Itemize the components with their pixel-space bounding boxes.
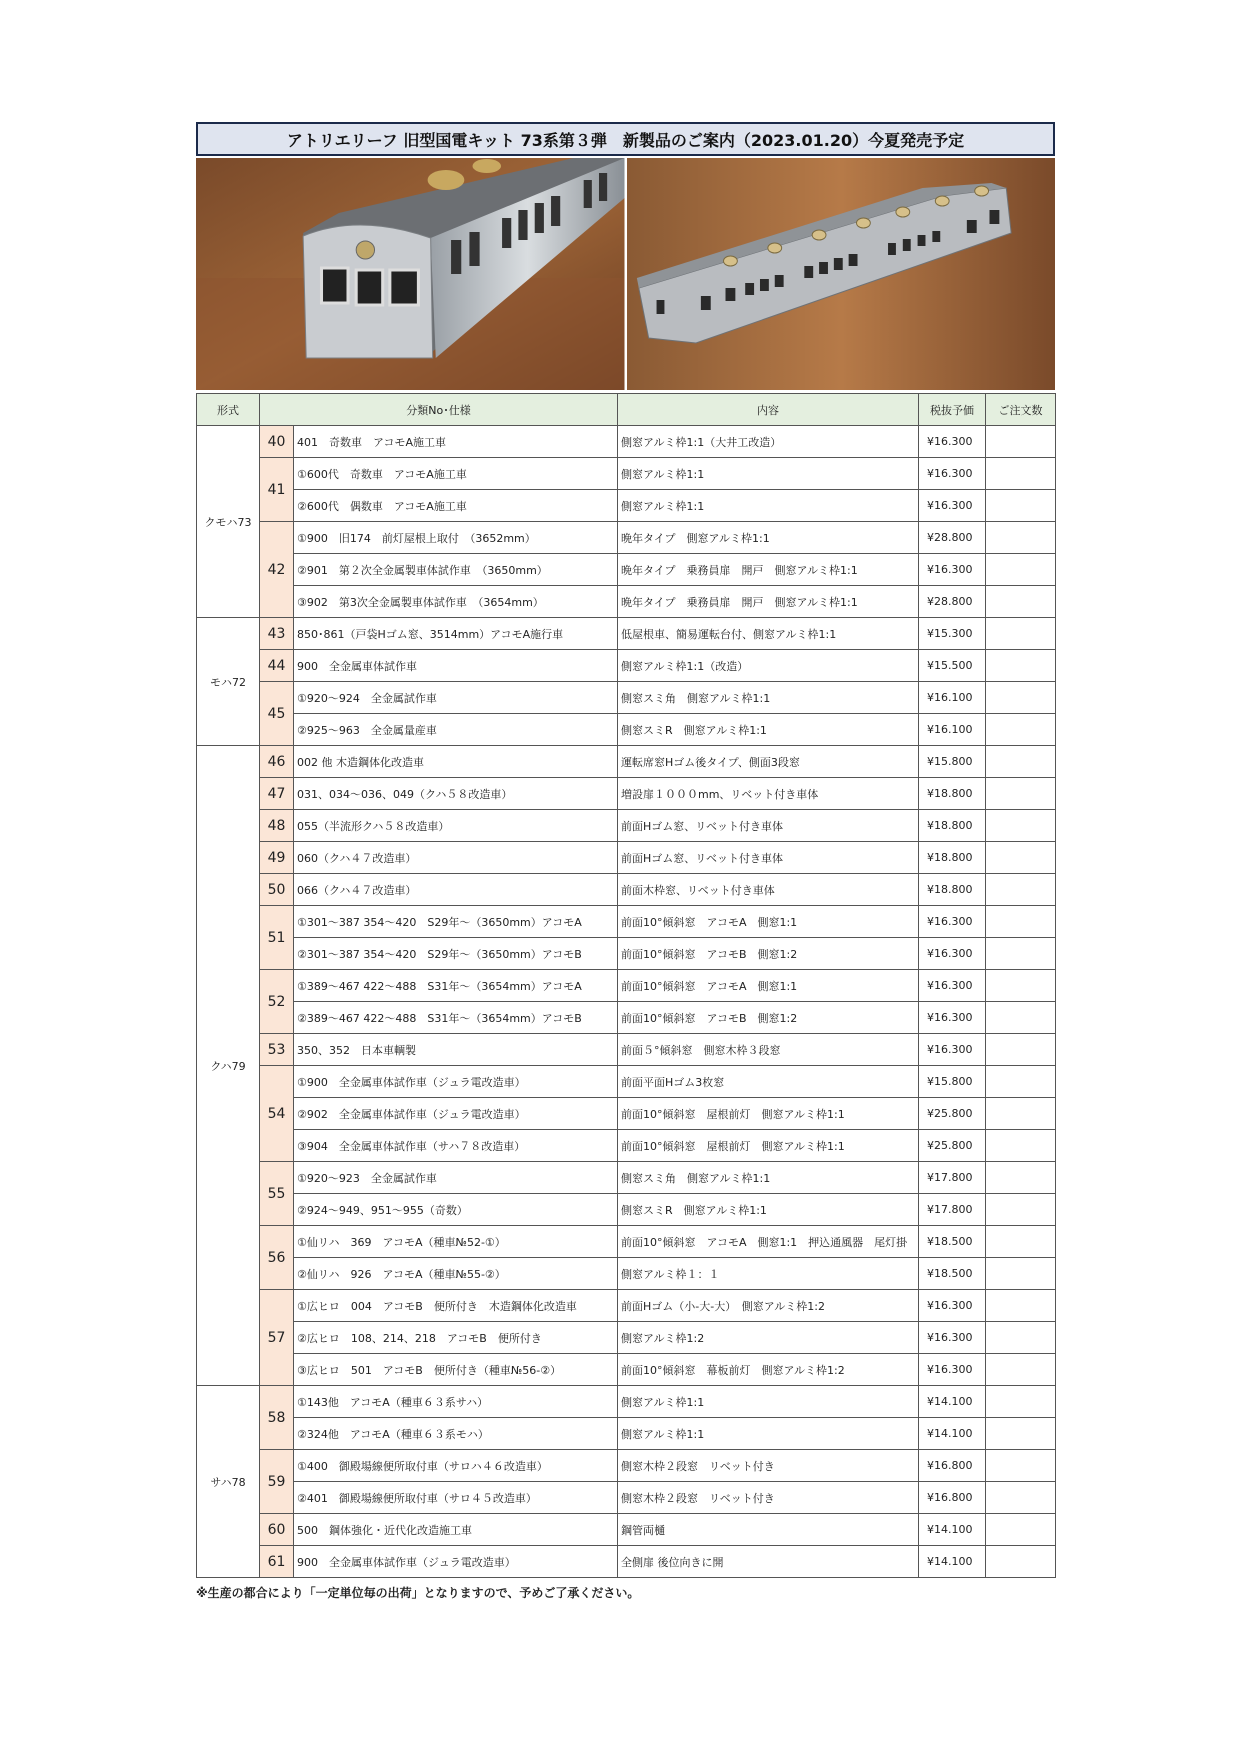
- content-cell: 側窓アルミ枠1:1: [618, 1418, 919, 1450]
- content-cell: 側窓アルミ枠1:1（大井工改造）: [618, 426, 919, 458]
- price-cell: ¥14.100: [919, 1386, 986, 1418]
- table-row: [197, 682, 1056, 714]
- table-row: [197, 714, 1056, 746]
- table-body: [197, 426, 1056, 1578]
- spec-cell: 002 他 木造鋼体化改造車: [294, 746, 618, 778]
- table-row: [197, 874, 1056, 906]
- content-cell: 運転席窓Hゴム後タイプ、側面3段窓: [618, 746, 919, 778]
- table-row: [197, 842, 1056, 874]
- no-cell: 45: [260, 682, 294, 746]
- no-cell: 58: [260, 1386, 294, 1450]
- price-cell: ¥18.800: [919, 874, 986, 906]
- price-cell: ¥16.300: [919, 554, 986, 586]
- price-cell: ¥16.100: [919, 682, 986, 714]
- table-row: [197, 458, 1056, 490]
- content-cell: 前面Hゴム窓、リベット付き車体: [618, 810, 919, 842]
- content-cell: 側窓アルミ枠1:1（改造）: [618, 650, 919, 682]
- spec-cell: 401 奇数車 アコモA施工車: [294, 426, 618, 458]
- product-photos: [196, 158, 1055, 390]
- order-quantity-cell[interactable]: [986, 1322, 1056, 1354]
- no-cell: 59: [260, 1450, 294, 1514]
- table-row: [197, 1194, 1056, 1226]
- form-cell: モハ72: [197, 618, 260, 746]
- order-quantity-cell[interactable]: [986, 1482, 1056, 1514]
- content-cell: 前面10°傾斜窓 屋根前灯 側窓アルミ枠1:1: [618, 1098, 919, 1130]
- no-cell: 48: [260, 810, 294, 842]
- spec-cell: ①900 旧174 前灯屋根上取付 （3652mm）: [294, 522, 618, 554]
- price-cell: ¥16.300: [919, 938, 986, 970]
- content-cell: 前面10°傾斜窓 アコモB 側窓1:2: [618, 938, 919, 970]
- table-row: [197, 1290, 1056, 1322]
- order-sheet: [196, 122, 1055, 1601]
- table-row: [197, 1322, 1056, 1354]
- content-cell: 側窓スミR 側窓アルミ枠1:1: [618, 714, 919, 746]
- table-row: [197, 1418, 1056, 1450]
- table-row: [197, 554, 1056, 586]
- order-quantity-cell[interactable]: [986, 1034, 1056, 1066]
- content-cell: 前面Hゴム（小-大-大） 側窓アルミ枠1:2: [618, 1290, 919, 1322]
- table-row: [197, 746, 1056, 778]
- order-quantity-cell[interactable]: [986, 1290, 1056, 1322]
- content-cell: 晩年タイプ 乗務員扉 開戸 側窓アルミ枠1:1: [618, 554, 919, 586]
- order-quantity-cell[interactable]: [986, 1002, 1056, 1034]
- price-cell: ¥18.500: [919, 1258, 986, 1290]
- product-table: [196, 393, 1056, 1578]
- price-cell: ¥17.800: [919, 1194, 986, 1226]
- order-quantity-cell[interactable]: [986, 1226, 1056, 1258]
- spec-cell: ②仙リハ 926 アコモA（種車№55-②）: [294, 1258, 618, 1290]
- order-quantity-cell[interactable]: [986, 746, 1056, 778]
- table-row: [197, 1546, 1056, 1578]
- table-row: [197, 1066, 1056, 1098]
- no-cell: 55: [260, 1162, 294, 1226]
- price-cell: ¥14.100: [919, 1418, 986, 1450]
- header-spec: 分類No･仕様: [260, 394, 618, 426]
- content-cell: 側窓アルミ枠1:1: [618, 1386, 919, 1418]
- order-quantity-cell[interactable]: [986, 650, 1056, 682]
- spec-cell: ①920～923 全金属試作車: [294, 1162, 618, 1194]
- content-cell: 側窓スミR 側窓アルミ枠1:1: [618, 1194, 919, 1226]
- spec-cell: ①389～467 422～488 S31年～（3654mm）アコモA: [294, 970, 618, 1002]
- spec-cell: ③902 第3次全金属製車体試作車 （3654mm）: [294, 586, 618, 618]
- order-quantity-cell[interactable]: [986, 1194, 1056, 1226]
- content-cell: 全側扉 後位向きに開: [618, 1546, 919, 1578]
- order-quantity-cell[interactable]: [986, 842, 1056, 874]
- order-quantity-cell[interactable]: [986, 1258, 1056, 1290]
- content-cell: 晩年タイプ 乗務員扉 開戸 側窓アルミ枠1:1: [618, 586, 919, 618]
- content-cell: 低屋根車、簡易運転台付、側窓アルミ枠1:1: [618, 618, 919, 650]
- content-cell: 側窓アルミ枠1:1: [618, 458, 919, 490]
- price-cell: ¥16.300: [919, 1002, 986, 1034]
- table-row: [197, 1226, 1056, 1258]
- spec-cell: ③904 全金属車体試作車（サハ７８改造車）: [294, 1130, 618, 1162]
- price-cell: ¥15.300: [919, 618, 986, 650]
- content-cell: 側窓スミ角 側窓アルミ枠1:1: [618, 1162, 919, 1194]
- spec-cell: ②401 御殿場線便所取付車（サロ４５改造車）: [294, 1482, 618, 1514]
- spec-cell: 850･861（戸袋Hゴム窓、3514mm）アコモA施行車: [294, 618, 618, 650]
- spec-cell: ①仙リハ 369 アコモA（種車№52-①）: [294, 1226, 618, 1258]
- spec-cell: 350、352 日本車輌製: [294, 1034, 618, 1066]
- price-cell: ¥16.300: [919, 458, 986, 490]
- table-header-row: [197, 394, 1056, 426]
- spec-cell: ①301～387 354～420 S29年～（3650mm）アコモA: [294, 906, 618, 938]
- order-quantity-cell[interactable]: [986, 1098, 1056, 1130]
- price-cell: ¥28.800: [919, 522, 986, 554]
- price-cell: ¥16.100: [919, 714, 986, 746]
- table-row: [197, 1514, 1056, 1546]
- spec-cell: ①600代 奇数車 アコモA施工車: [294, 458, 618, 490]
- table-row: [197, 1034, 1056, 1066]
- price-cell: ¥28.800: [919, 586, 986, 618]
- content-cell: 側窓アルミ枠１：１: [618, 1258, 919, 1290]
- spec-cell: 900 全金属車体試作車（ジュラ電改造車）: [294, 1546, 618, 1578]
- no-cell: 56: [260, 1226, 294, 1290]
- spec-cell: ①920～924 全金属試作車: [294, 682, 618, 714]
- table-row: [197, 586, 1056, 618]
- header-order: ご注文数: [986, 394, 1056, 426]
- table-row: [197, 650, 1056, 682]
- price-cell: ¥16.800: [919, 1450, 986, 1482]
- no-cell: 46: [260, 746, 294, 778]
- table-row: [197, 1258, 1056, 1290]
- price-cell: ¥25.800: [919, 1098, 986, 1130]
- spec-cell: 055（半流形クハ５８改造車）: [294, 810, 618, 842]
- content-cell: 側窓スミ角 側窓アルミ枠1:1: [618, 682, 919, 714]
- price-cell: ¥18.500: [919, 1226, 986, 1258]
- no-cell: 61: [260, 1546, 294, 1578]
- content-cell: 前面10°傾斜窓 幕板前灯 側窓アルミ枠1:2: [618, 1354, 919, 1386]
- price-cell: ¥16.300: [919, 970, 986, 1002]
- price-cell: ¥18.800: [919, 778, 986, 810]
- table-row: [197, 1450, 1056, 1482]
- no-cell: 60: [260, 1514, 294, 1546]
- order-quantity-cell[interactable]: [986, 1130, 1056, 1162]
- spec-cell: 900 全金属車体試作車: [294, 650, 618, 682]
- no-cell: 52: [260, 970, 294, 1034]
- content-cell: 前面10°傾斜窓 アコモA 側窓1:1 押込通風器 尾灯掛: [618, 1226, 919, 1258]
- order-quantity-cell[interactable]: [986, 778, 1056, 810]
- spec-cell: ①900 全金属車体試作車（ジュラ電改造車）: [294, 1066, 618, 1098]
- spec-cell: ③広ヒロ 501 アコモB 便所付き（種車№56-②）: [294, 1354, 618, 1386]
- table-row: [197, 906, 1056, 938]
- spec-cell: ②324他 アコモA（種車６３系モハ）: [294, 1418, 618, 1450]
- order-quantity-cell[interactable]: [986, 1162, 1056, 1194]
- content-cell: 側窓アルミ枠1:1: [618, 490, 919, 522]
- table-row: [197, 1130, 1056, 1162]
- table-row: [197, 1162, 1056, 1194]
- order-quantity-cell[interactable]: [986, 586, 1056, 618]
- content-cell: 前面10°傾斜窓 屋根前灯 側窓アルミ枠1:1: [618, 1130, 919, 1162]
- order-quantity-cell[interactable]: [986, 1514, 1056, 1546]
- table-row: [197, 522, 1056, 554]
- spec-cell: ②600代 偶数車 アコモA施工車: [294, 490, 618, 522]
- order-quantity-cell[interactable]: [986, 1450, 1056, 1482]
- order-quantity-cell[interactable]: [986, 522, 1056, 554]
- order-quantity-cell[interactable]: [986, 1354, 1056, 1386]
- order-quantity-cell[interactable]: [986, 1386, 1056, 1418]
- spec-cell: ②902 全金属車体試作車（ジュラ電改造車）: [294, 1098, 618, 1130]
- content-cell: 側窓木枠２段窓 リベット付き: [618, 1450, 919, 1482]
- order-quantity-cell[interactable]: [986, 554, 1056, 586]
- no-cell: 47: [260, 778, 294, 810]
- no-cell: 49: [260, 842, 294, 874]
- table-row: [197, 1002, 1056, 1034]
- table-row: [197, 1098, 1056, 1130]
- price-cell: ¥14.100: [919, 1546, 986, 1578]
- no-cell: 51: [260, 906, 294, 970]
- header-price: 税抜予価: [919, 394, 986, 426]
- no-cell: 50: [260, 874, 294, 906]
- order-quantity-cell[interactable]: [986, 1066, 1056, 1098]
- content-cell: 晩年タイプ 側窓アルミ枠1:1: [618, 522, 919, 554]
- content-cell: 前面10°傾斜窓 アコモB 側窓1:2: [618, 1002, 919, 1034]
- table-row: [197, 1354, 1056, 1386]
- form-cell: サハ78: [197, 1386, 260, 1578]
- no-cell: 40: [260, 426, 294, 458]
- order-quantity-cell[interactable]: [986, 938, 1056, 970]
- order-quantity-cell[interactable]: [986, 1418, 1056, 1450]
- no-cell: 42: [260, 522, 294, 618]
- order-quantity-cell[interactable]: [986, 970, 1056, 1002]
- price-cell: ¥16.300: [919, 426, 986, 458]
- spec-cell: 060（クハ４７改造車）: [294, 842, 618, 874]
- spec-cell: ②924～949、951～955（奇数）: [294, 1194, 618, 1226]
- spec-cell: ①広ヒロ 004 アコモB 便所付き 木造鋼体化改造車: [294, 1290, 618, 1322]
- price-cell: ¥25.800: [919, 1130, 986, 1162]
- content-cell: 側窓アルミ枠1:2: [618, 1322, 919, 1354]
- header-form: 形式: [197, 394, 260, 426]
- order-quantity-cell[interactable]: [986, 714, 1056, 746]
- photo-car-front: [196, 158, 625, 390]
- no-cell: 53: [260, 1034, 294, 1066]
- content-cell: 増設扉１０００mm、リベット付き車体: [618, 778, 919, 810]
- price-cell: ¥16.300: [919, 1034, 986, 1066]
- order-quantity-cell[interactable]: [986, 618, 1056, 650]
- content-cell: 前面５°傾斜窓 側窓木枠３段窓: [618, 1034, 919, 1066]
- table-row: [197, 618, 1056, 650]
- table-row: [197, 938, 1056, 970]
- spec-cell: ②901 第２次全金属製車体試作車 （3650mm）: [294, 554, 618, 586]
- content-cell: 前面10°傾斜窓 アコモA 側窓1:1: [618, 970, 919, 1002]
- spec-cell: ②925～963 全金属量産車: [294, 714, 618, 746]
- footnote: ※生産の都合により「一定単位毎の出荷」となりますので、予めご了承ください。: [196, 1586, 640, 1600]
- order-quantity-cell[interactable]: [986, 426, 1056, 458]
- photo-car-side: [627, 158, 1056, 390]
- spec-cell: 066（クハ４７改造車）: [294, 874, 618, 906]
- price-cell: ¥18.800: [919, 810, 986, 842]
- spec-cell: 500 鋼体強化・近代化改造施工車: [294, 1514, 618, 1546]
- price-cell: ¥16.300: [919, 1354, 986, 1386]
- spec-cell: ②389～467 422～488 S31年～（3654mm）アコモB: [294, 1002, 618, 1034]
- order-quantity-cell[interactable]: [986, 874, 1056, 906]
- page-title: アトリエリーフ 旧型国電キット 73系第３弾 新製品のご案内（2023.01.20）今夏発売予定: [196, 122, 1055, 156]
- content-cell: 前面10°傾斜窓 アコモA 側窓1:1: [618, 906, 919, 938]
- price-cell: ¥14.100: [919, 1514, 986, 1546]
- price-cell: ¥18.800: [919, 842, 986, 874]
- table-row: [197, 1482, 1056, 1514]
- no-cell: 44: [260, 650, 294, 682]
- table-row: [197, 970, 1056, 1002]
- table-row: [197, 778, 1056, 810]
- content-cell: 側窓木枠２段窓 リベット付き: [618, 1482, 919, 1514]
- spec-cell: 031、034～036、049（クハ５８改造車）: [294, 778, 618, 810]
- form-cell: クモハ73: [197, 426, 260, 618]
- order-quantity-cell[interactable]: [986, 490, 1056, 522]
- spec-cell: ①400 御殿場線便所取付車（サロハ４６改造車）: [294, 1450, 618, 1482]
- content-cell: 前面平面Hゴム3枚窓: [618, 1066, 919, 1098]
- form-cell: クハ79: [197, 746, 260, 1386]
- price-cell: ¥16.300: [919, 1322, 986, 1354]
- no-cell: 54: [260, 1066, 294, 1162]
- table-row: [197, 810, 1056, 842]
- spec-cell: ①143他 アコモA（種車６３系サハ）: [294, 1386, 618, 1418]
- content-cell: 鋼管両樋: [618, 1514, 919, 1546]
- header-content: 内容: [618, 394, 919, 426]
- order-quantity-cell[interactable]: [986, 1546, 1056, 1578]
- order-quantity-cell[interactable]: [986, 906, 1056, 938]
- no-cell: 43: [260, 618, 294, 650]
- spec-cell: ②301～387 354～420 S29年～（3650mm）アコモB: [294, 938, 618, 970]
- price-cell: ¥16.800: [919, 1482, 986, 1514]
- price-cell: ¥16.300: [919, 490, 986, 522]
- order-quantity-cell[interactable]: [986, 810, 1056, 842]
- price-cell: ¥17.800: [919, 1162, 986, 1194]
- order-quantity-cell[interactable]: [986, 682, 1056, 714]
- table-row: [197, 1386, 1056, 1418]
- no-cell: 41: [260, 458, 294, 522]
- order-quantity-cell[interactable]: [986, 458, 1056, 490]
- no-cell: 57: [260, 1290, 294, 1386]
- price-cell: ¥15.800: [919, 1066, 986, 1098]
- price-cell: ¥16.300: [919, 1290, 986, 1322]
- price-cell: ¥16.300: [919, 906, 986, 938]
- table-row: [197, 426, 1056, 458]
- spec-cell: ②広ヒロ 108、214、218 アコモB 便所付き: [294, 1322, 618, 1354]
- table-row: [197, 490, 1056, 522]
- content-cell: 前面木枠窓、リベット付き車体: [618, 874, 919, 906]
- price-cell: ¥15.800: [919, 746, 986, 778]
- price-cell: ¥15.500: [919, 650, 986, 682]
- content-cell: 前面Hゴム窓、リベット付き車体: [618, 842, 919, 874]
